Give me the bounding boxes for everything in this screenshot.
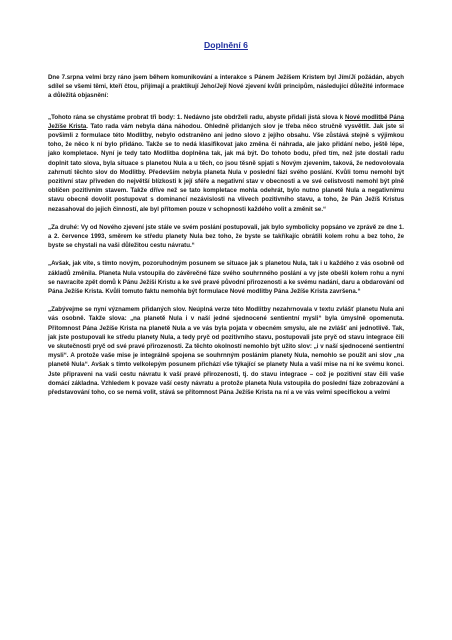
prayer-title-underlined: Nové modlitbě Pána Ježíše Krista bbox=[48, 113, 404, 130]
intro-paragraph: Dne 7.srpna velmi brzy ráno jsem během komunikování a interakce s Pánem Ježíšem Kristem byl Jím/Jí požádán, abych sdílel se všemi těmi, kteří čtou, přijímají a praktikují Jeho/Její Nové zjevení kvůli principům, následující důležité informace a důležitá objasnění: bbox=[48, 74, 404, 100]
point-one-paragraph bbox=[48, 113, 404, 214]
point-one-text-before: „Tohoto rána se chystáme probrat tři body: 1. Nedávno jste obdrželi radu, abyste přidali jistá slova k bbox=[48, 113, 345, 121]
shift-paragraph: „Avšak, jak víte, s tímto novým, pozoruhodným posunem se situace jak s planetou Nula, tak i u každého z vás osobně od základů změnila. Planeta Nula vstoupila do závěrečné fáze svého souhrnného poslání a vy jste obešli kolem rohu a nyní se navracíte zpět domů k Pánu Ježíši Kristu a ke své pravé původní přirozenosti a ke svému nadání, daru a obdarování od Pána Ježíše Krista. Kvůli tomuto faktu nemohla být formulace Nové modlitby Pána Ježíše Krista završena.“ bbox=[48, 260, 404, 296]
document-title: Doplnění 6 bbox=[204, 40, 248, 50]
added-words-paragraph: „Zabývejme se nyní významem přidaných slov. Neúplná verze této Modlitby nezahrnovala v textu zvlášť planetu Nula ani vás osobně. Takže slova: „na planetě Nula i v naší jedné sjednocené sentientní mysli“ byla úmyslně opomenuta. Přítomnost Pána Ježíše Krista na planetě Nula a ve vás byla pojata v obecném smyslu, ale ne zvlášť ani jednotlivě. Tak, jak jste postupovali ke středu planety Nula, a tedy pryč od pozitivního stavu, postupovali jste pryč od stavu integrace čili ve skutečnosti pryč od své pravé přirozenosti. Za těchto okolností nemohlo být užito slov: „i v naší sjednocené sentientní mysli“. A protože vaše mise je integrálně spojena se souhrnným posláním planety Nula, nemohlo se použít ani slov „na planetě Nula“. Avšak s tímto velkolepým posunem přichází vše týkající se planety Nula a vaší mise na ní ke svému konci. Jste připraveni na vaši cestu návratu k vaší pravé přirozenosti, tj. do stavu integrace – což je pozitivní stav čili vaše domácí základna. Vzhledem k povaze vaší cesty návratu a protože planeta Nula vstoupila do poslední fáze zobrazování a představování toho, co se nemá volit, stává se přítomnost Pána Ježíše Krista na ní a ve vás velmi specifickou a velmi bbox=[48, 306, 404, 397]
point-two-paragraph: „Za druhé: Vy od Nového zjevení jste stále ve svém poslání postupovali, jak bylo symbolicky popsáno ve zprávě ze dne 1. a 2. července 1993, směrem ke středu planety Nula bez toho, že byste se takříkajíc obrátili kolem rohu a bez toho, že byste se chystali na vaši důležitou cestu návratu.“ bbox=[48, 223, 404, 250]
point-one-text-after: . Tato rada vám nebyla dána náhodou. Ohledně přidaných slov je třeba něco stručně vysvětlit. Jak jste si povšimli z formulace této Modlitby, nebylo odstraněno ani jedno slovo z jejího obsahu. Vše zůstává stejně s výjimkou toho, že něco k ní bylo přidáno. Takže se to nedá klasifikovat jako změna či náhrada, ale jako přidání nebo, ještě lépe, jako kompletace. Nyní je tedy tato Modlitba doplněna tak, jak má být. Do tohoto bodu, před tím, než jste dostali radu doplnit tato slova, byla situace s planetou Nula a u těch, co jsou těsně spjati s Novým zjevením, taková, že nedovolovala zahrnutí těchto slov do Modlitby. Především nebyla planeta Nula v poslední fázi svého poslání. Kvůli tomu nemohl být pozitivní stav přiveden do největší blízkosti k její sféře a negativní stav v obecnosti a ve své celistvosti nemohl být plně oblíčen pozitivním stavem. Takže dříve než se tato kompletace mohla odehrát, bylo nutno planetě Nula a negativnímu stavu obecně dovolit postupovat s dominancí nezávislosti na vlivech pozitivního stavu, a toho, že Pán Ježíš Kristus nezasahoval do jejich činností, ale byl přítomen pouze v schopnosti každého volit a změnit se.“ bbox=[48, 122, 404, 213]
